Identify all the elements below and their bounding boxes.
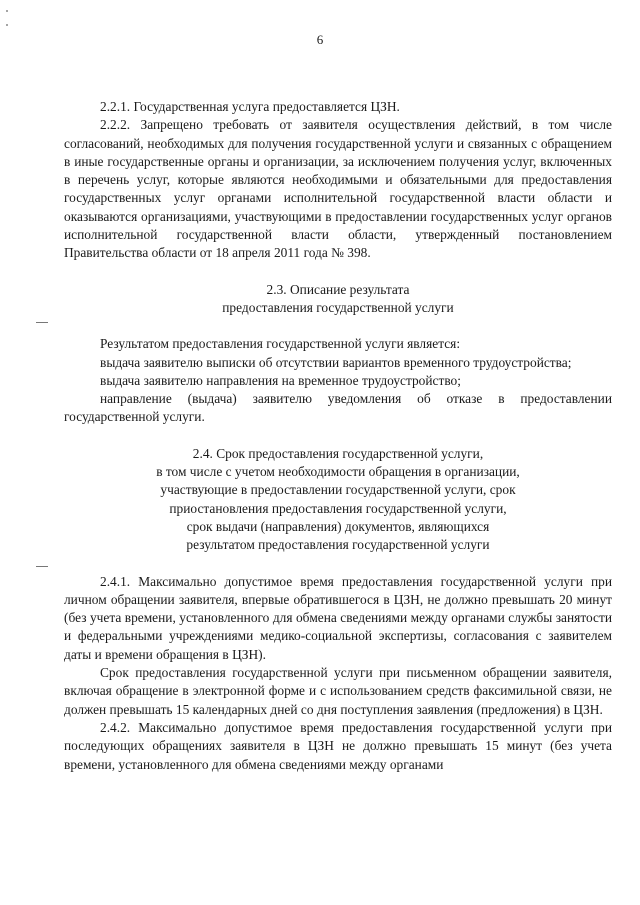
document-body	[64, 98, 612, 774]
heading-line: в том числе с учетом необходимости обращения в организации,	[156, 464, 520, 480]
paragraph: направление (выдача) заявителю уведомления об отказе в предоставлении государственной услуги.	[64, 391, 612, 425]
heading-line: результатом предоставления государственной услуги	[186, 537, 490, 553]
heading-line: 2.3. Описание результата	[266, 281, 410, 297]
paragraph-2-4-1: 2.4.1. Максимально допустимое время предоставления государственной услуги при личном обращении заявителя, впервые обратившегося в ЦЗН, не должно превышать 20 минут (без учета времени, установленного для обмена сведениями между органами службы занятости и федеральными учреждениями медико-социальной экспертизы, согласования с заявителем даты и времени обращения в ЦЗН).	[64, 573, 612, 662]
heading-line: приостановления предоставления государственной услуги,	[169, 500, 507, 516]
margin-mark	[36, 322, 48, 323]
heading-line: участвующие в предоставлении государственной услуги, срок	[160, 482, 516, 498]
margin-mark	[36, 566, 48, 567]
paragraph-2-2-2: 2.2.2. Запрещено требовать от заявителя осуществления действий, в том числе согласований, необходимых для получения государственной услуги и связанных с обращением в иные государственные органы и организации, за исключением получения услуг, включенных в перечень услуг, которые являются необходимыми и обязательными для предоставления государственных услуг органами исполнительной государственной власти области и оказываются организациями, участвующими в предоставлении государственных услуг органов исполнительной государственной власти области, утвержденный постановлением Правительства области от 18 апреля 2011 года № 398.	[64, 117, 612, 261]
page-number: 6	[316, 32, 324, 47]
paragraph: Срок предоставления государственной услуги при письменном обращении заявителя, включая обращение в электронной форме и с использованием средств факсимильной связи, не должен превышать 15 календарных дней со дня поступления заявления (предложения) в ЦЗН.	[64, 665, 612, 717]
paragraph: выдача заявителю направления на временное трудоустройство;	[100, 372, 461, 388]
scan-speck	[6, 10, 8, 12]
heading-line: срок выдачи (направления) документов, являющихся	[186, 518, 490, 534]
paragraph: выдача заявителю выписки об отсутствии вариантов временного трудоустройства;	[100, 354, 572, 370]
section-heading-2-4	[64, 445, 612, 555]
paragraph-2-2-1: 2.2.1. Государственная услуга предоставляется ЦЗН.	[100, 99, 400, 114]
heading-line: предоставления государственной услуги	[222, 299, 454, 315]
section-heading-2-3	[64, 281, 612, 318]
paragraph-2-4-2: 2.4.2. Максимально допустимое время предоставления государственной услуги при последующих обращениях заявителя в ЦЗН не должно превышать 15 минут (без учета времени, установленного для обмена сведениями между органами	[64, 719, 612, 772]
scan-speck	[6, 24, 8, 26]
paragraph: Результатом предоставления государственной услуги является:	[100, 336, 461, 352]
heading-line: 2.4. Срок предоставления государственной услуги,	[192, 445, 484, 461]
